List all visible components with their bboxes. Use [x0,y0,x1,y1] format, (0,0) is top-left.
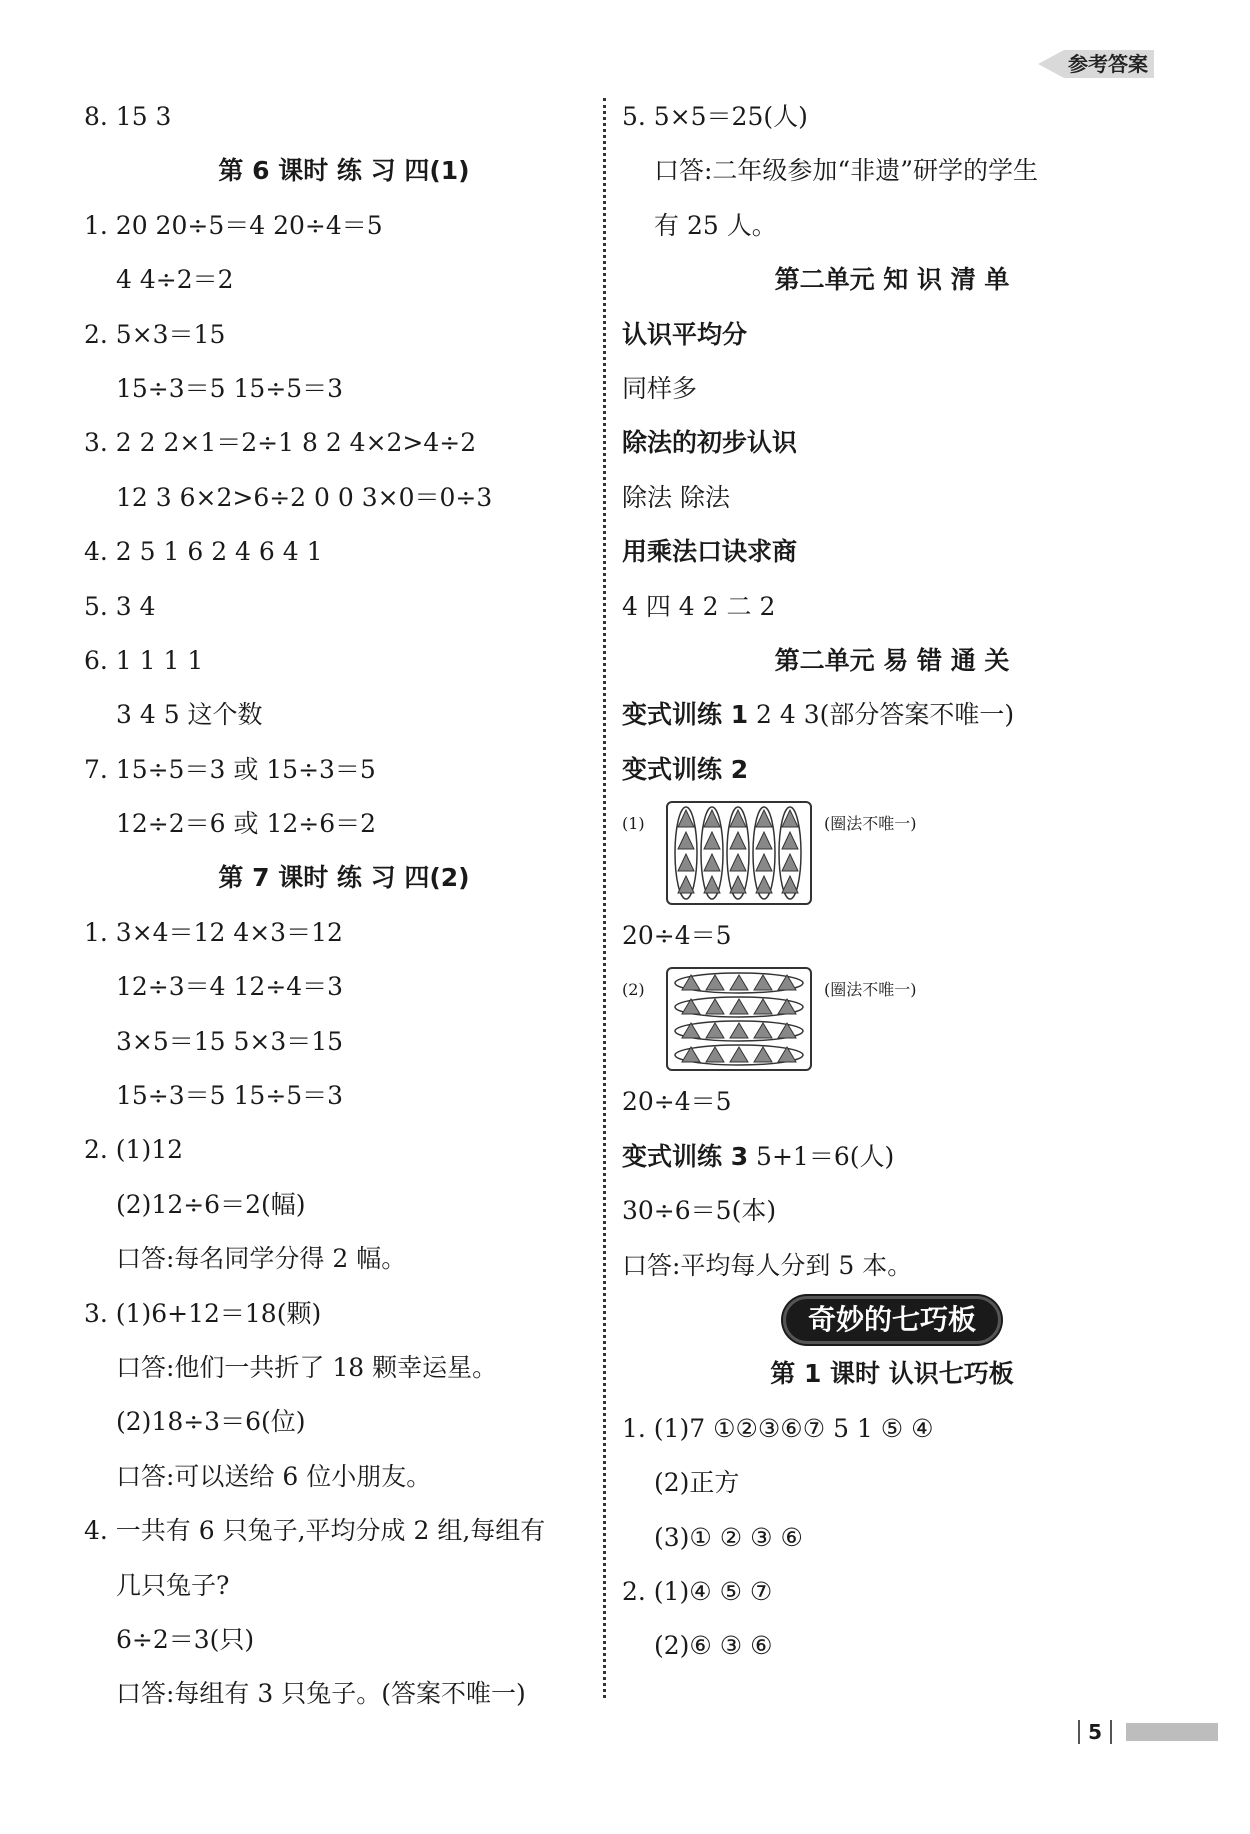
left-line: 8. 15 3 [84,102,172,131]
left-line: 5. 3 4 [84,591,156,621]
left-line: 12 3 6×2>6÷2 0 0 3×0＝0÷3 [116,482,493,512]
right-top-line: 5. 5×5＝25(人) [622,102,808,131]
right-end-line: (3)① ② ③ ⑥ [654,1522,803,1552]
left-line: 7. 15÷5＝3 或 15÷3＝5 [84,754,376,784]
right-column [622,90,1162,1674]
triangle-icon [706,1023,724,1038]
right-end-line: (2)正方 [654,1468,740,1498]
variant-2-label: 变式训练 2 [622,754,749,784]
right-end-line: 2. (1)④ ⑤ ⑦ [622,1576,773,1606]
left-line: 几只兔子? [116,1570,230,1600]
figure-2-box [666,967,812,1071]
page-number: 5 [1088,1720,1102,1744]
triangle-icon [706,1047,724,1062]
right-top-line: 4 四 4 2 二 2 [622,591,776,621]
left-line: 口答:每名同学分得 2 幅。 [116,1244,407,1274]
variant-1-text: 2 4 3(部分答案不唯一) [748,700,1015,730]
right-top-line: 除法 除法 [622,482,730,512]
equation-1: 20÷4＝5 [622,921,732,951]
triangle-icon [704,876,720,893]
column-divider [603,98,606,1698]
left-line: 2. 5×3＝15 [84,319,226,349]
left-line: 6÷2＝3(只) [116,1624,255,1654]
left-line: (2)12÷6＝2(幅) [116,1189,306,1219]
left-line: 12÷2＝6 或 12÷6＝2 [116,809,377,839]
left-line: 口答:可以送给 6 位小朋友。 [116,1461,432,1491]
triangle-icon [704,854,720,871]
footer-bar-left [1078,1720,1080,1744]
right-end-block [622,1347,1162,1673]
left-line: 15÷3＝5 15÷5＝3 [116,1081,344,1111]
triangle-icon [730,999,748,1014]
equation-2: 20÷4＝5 [622,1087,732,1117]
figure-2-number: (2) [622,980,645,1000]
footer-gray-strip [1126,1723,1218,1741]
answer-key-tag [1038,50,1154,78]
triangle-icon [754,975,772,990]
triangle-icon [704,832,720,849]
triangle-icon [754,999,772,1014]
triangle-icon [678,876,694,893]
left-line: 12÷3＝4 12÷4＝3 [116,972,344,1002]
figure-2-note: (圈法不唯一) [824,980,917,1000]
triangle-icon [730,975,748,990]
left-line: 第 7 课时 练 习 四(2) [218,863,470,893]
left-line: 4. 2 5 1 6 2 4 6 4 1 [84,537,323,567]
left-line: 3. (1)6+12＝18(颗) [84,1298,322,1328]
left-column [84,90,604,1722]
section-banner [622,1293,1162,1347]
left-line: 15÷3＝5 15÷5＝3 [116,373,344,403]
figure-1-drawing [668,803,810,903]
right-top-line: 用乘法口诀求商 [622,537,798,567]
right-top-line: 认识平均分 [622,319,748,349]
right-top-line: 口答:二年级参加“非遗”研学的学生 [654,156,1038,186]
left-line: 3. 2 2 2×1＝2÷1 8 2 4×2>4÷2 [84,428,477,458]
right-top-line: 除法的初步认识 [622,428,798,458]
tag-label: 参考答案 [1064,50,1154,78]
triangle-icon [730,1023,748,1038]
page-footer [1070,1720,1218,1744]
left-line: 3×5＝15 5×3＝15 [116,1026,344,1056]
triangle-icon [756,832,772,849]
right-top-block [622,90,1162,688]
figure-2-drawing [668,969,810,1069]
right-end-line: (2)⑥ ③ ⑥ [654,1631,773,1661]
triangle-icon [756,854,772,871]
right-bottom-block [622,1184,1162,1293]
triangle-icon [730,832,746,849]
triangle-icon [782,832,798,849]
variant-2-line [622,743,1162,797]
triangle-icon [678,854,694,871]
section-banner-label: 奇妙的七巧板 [783,1296,1001,1344]
variant-1-label: 变式训练 1 [622,700,749,730]
right-top-line: 同样多 [622,373,698,403]
left-line: 口答:他们一共折了 18 颗幸运星。 [116,1352,498,1382]
triangle-icon [756,876,772,893]
triangle-icon [678,832,694,849]
left-line: 6. 1 1 1 1 [84,645,204,675]
figure-1-line [622,797,1162,909]
left-line: 1. 20 20÷5＝4 20÷4＝5 [84,210,383,240]
right-top-line: 有 25 人。 [654,210,777,240]
triangle-icon [782,876,798,893]
triangle-icon [730,854,746,871]
variant-3-label: 变式训练 3 [622,1141,749,1171]
left-line: 第 6 课时 练 习 四(1) [218,156,470,186]
figure-1-note: (圈法不唯一) [824,814,917,834]
left-line: (2)18÷3＝6(位) [116,1407,306,1437]
left-line: 4 4÷2＝2 [116,265,234,295]
triangle-icon [754,1023,772,1038]
triangle-icon [706,999,724,1014]
triangle-icon [730,876,746,893]
left-line: 3 4 5 这个数 [116,700,263,730]
figure-2-line [622,963,1162,1075]
figure-1-box [666,801,812,905]
figure-1-number: (1) [622,814,645,834]
right-bottom-line: 口答:平均每人分到 5 本。 [622,1250,913,1280]
tag-wedge [1038,50,1064,78]
variant-3-text: 5+1＝6(人) [748,1141,895,1171]
left-line: 2. (1)12 [84,1135,184,1165]
right-bottom-line: 30÷6＝5(本) [622,1196,777,1226]
left-line: 4. 一共有 6 只兔子,平均分成 2 组,每组有 [84,1516,546,1546]
triangle-icon [730,1047,748,1062]
triangle-icon [706,975,724,990]
footer-bar-right [1110,1720,1112,1744]
right-end-line: 1. (1)7 ①②③⑥⑦ 5 1 ⑤ ④ [622,1413,934,1443]
left-line: 口答:每组有 3 只兔子。(答案不唯一) [116,1679,526,1709]
triangle-icon [782,854,798,871]
variant-3-line [622,1130,1162,1184]
right-top-line: 第二单元 易 错 通 关 [774,645,1010,675]
variant-1-line [622,688,1162,742]
right-end-line: 第 1 课时 认识七巧板 [770,1359,1014,1389]
right-top-line: 第二单元 知 识 清 单 [774,265,1010,295]
left-line: 1. 3×4＝12 4×3＝12 [84,917,343,947]
triangle-icon [754,1047,772,1062]
